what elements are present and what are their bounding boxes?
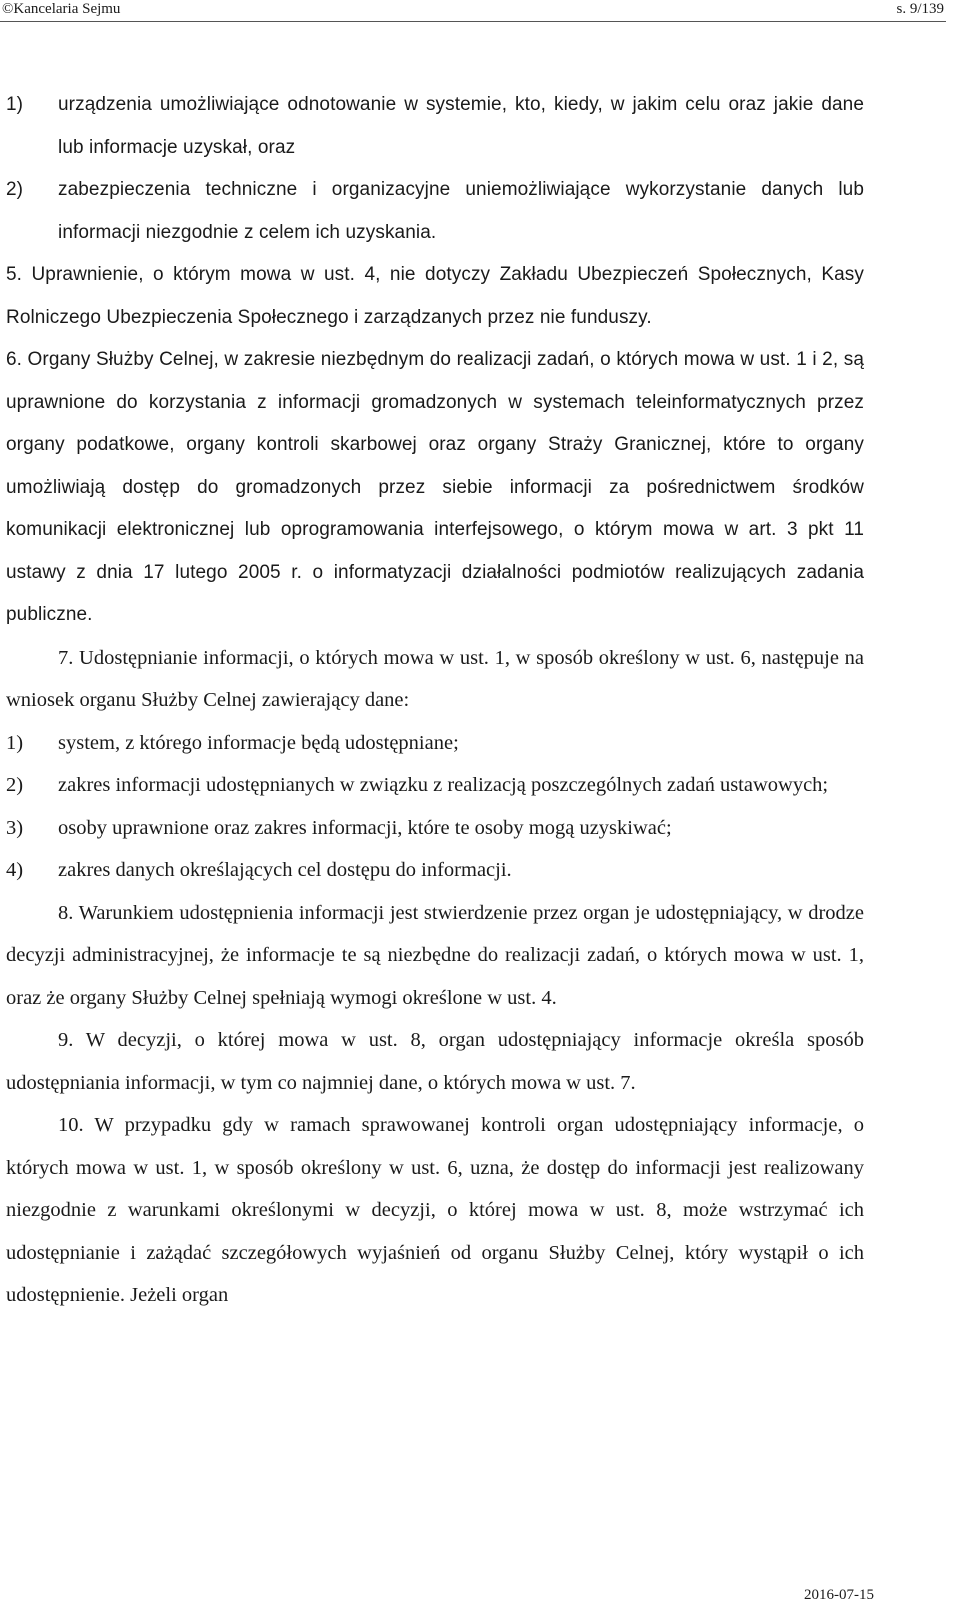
list-item: 3) osoby uprawnione oraz zakres informacji, które te osoby mogą uzyskiwać;: [6, 816, 672, 839]
header-divider: [0, 21, 946, 22]
paragraph-7: 7. Udostępnianie informacji, o których mowa w ust. 1, w sposób określony w ust. 6, następuje na wniosek organu Służby Celnej zawierający dane:: [6, 646, 864, 711]
paragraph-10: 10. W przypadku gdy w ramach sprawowanej kontroli organ udostępniający informacje, o których mowa w ust. 1, w sposób określony w ust. 6, uzna, że dostęp do informacji jest realizowany niezgodnie z warunkami określonymi w decyzji, o której mowa w ust. 8, może wstrzymać ich udostępnianie i zażądać szczegółowych wyjaśnień od organu Służby Celnej, który wystąpił o ich udostępnienie. Jeżeli organ: [6, 1114, 864, 1306]
list-item: 1) urządzenia umożliwiające odnotowanie w systemie, kto, kiedy, w jakim celu oraz jakie dane lub informacje uzyskał, oraz: [6, 94, 864, 158]
list-item: 4) zakres danych określających cel dostępu do informacji.: [6, 859, 512, 881]
list-item: 2) zakres informacji udostępnianych w związku z realizacją poszczególnych zadań ustawowych;: [6, 774, 829, 796]
list-item: 1) system, z którego informacje będą udostępniane;: [6, 731, 459, 754]
header-copyright: ©Kancelaria Sejmu: [2, 1, 121, 17]
footer-date: 2016-07-15: [804, 1587, 874, 1603]
document-body: [6, 84, 864, 1317]
header-page-number: s. 9/139: [896, 1, 944, 17]
paragraph-5: 5. Uprawnienie, o którym mowa w ust. 4, nie dotyczy Zakładu Ubezpieczeń Społecznych, Kasy Rolniczego Ubezpieczenia Społecznego i zarządzanych przez nie funduszy.: [6, 264, 864, 328]
list-item: 2) zabezpieczenia techniczne i organizacyjne uniemożliwiające wykorzystanie danych lub informacji niezgodnie z celem ich uzyskania.: [6, 179, 864, 243]
paragraph-6: 6. Organy Służby Celnej, w zakresie niezbędnym do realizacji zadań, o których mowa w ust. 1 i 2, są uprawnione do korzystania z informacji gromadzonych w systemach teleinformatycznych przez organy podatkowe, organy kontroli skarbowej oraz organy Straży Granicznej, które to organy umożliwiają dostęp do gromadzonych przez siebie informacji za pośrednictwem środków komunikacji elektronicznej lub oprogramowania interfejsowego, o którym mowa w art. 3 pkt 11 ustawy z dnia 17 lutego 2005 r. o informatyzacji działalności podmiotów realizujących zadania publiczne.: [6, 349, 864, 625]
paragraph-9: 9. W decyzji, o której mowa w ust. 8, organ udostępniający informacje określa sposób udostępniania informacji, w tym co najmniej dane, o których mowa w ust. 7.: [6, 1029, 864, 1094]
paragraph-8: 8. Warunkiem udostępnienia informacji jest stwierdzenie przez organ je udostępniający, w drodze decyzji administracyjnej, że informacje te są niezbędne do realizacji zadań, o których mowa w ust. 1, oraz że organy Służby Celnej spełniają wymogi określone w ust. 4.: [6, 901, 864, 1009]
